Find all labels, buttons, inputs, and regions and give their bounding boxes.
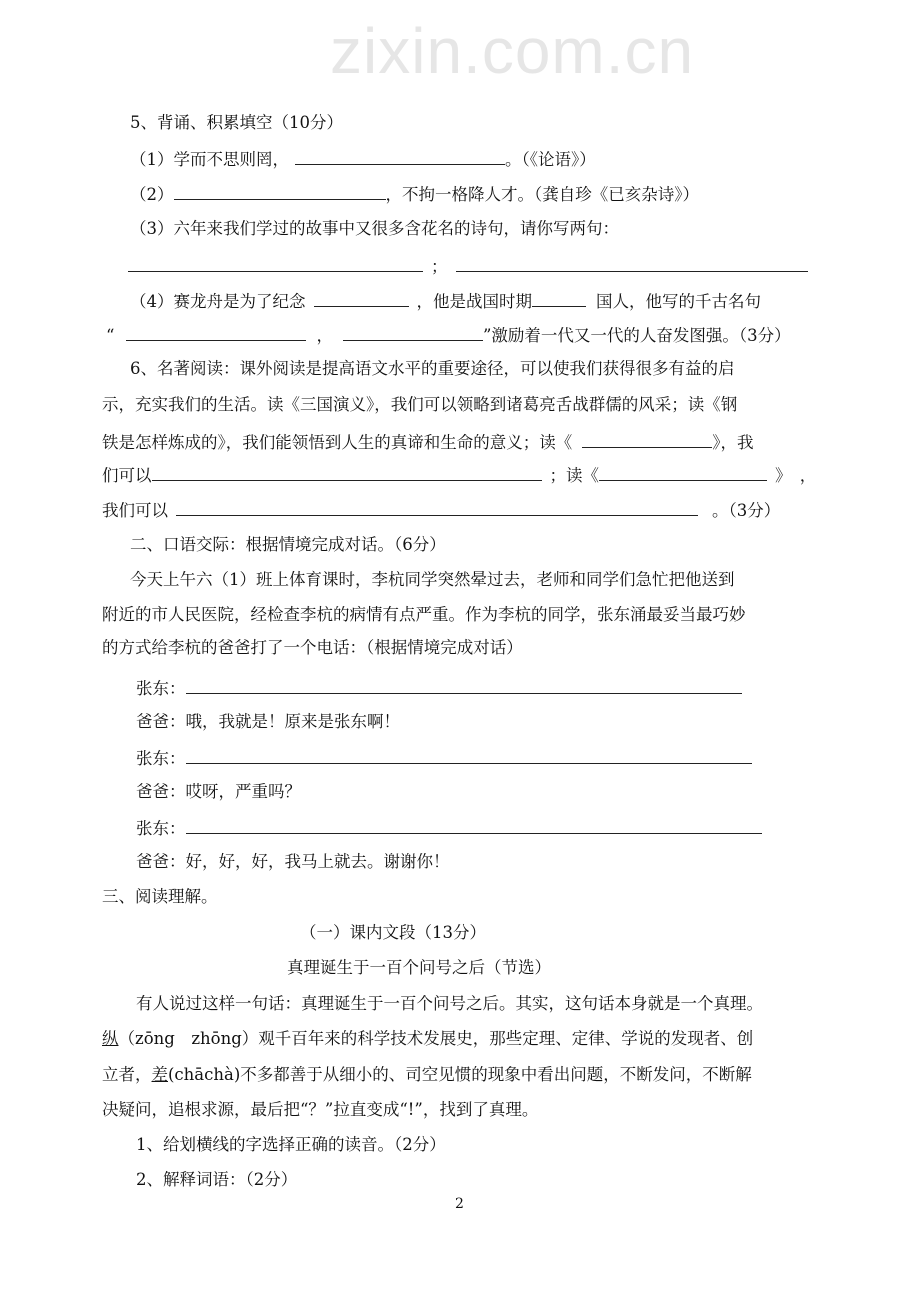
q5-line3: （3）六年来我们学过的故事中又很多含花名的诗句，请你写两句：: [130, 219, 619, 238]
dialog-line: [136, 817, 762, 839]
text: 铁是怎样炼成的》，我们能领悟到人生的真谛和生命的意义；读《: [102, 433, 573, 452]
text: ，他是战国时期: [416, 292, 532, 311]
blank[interactable]: [295, 148, 505, 165]
speaker: 张东：: [136, 819, 186, 838]
dialog-line: 爸爸：哎呀，严重吗？: [136, 782, 301, 801]
question-1: 1、给划横线的字选择正确的读音。（2分）: [136, 1135, 446, 1154]
blank[interactable]: [343, 324, 483, 341]
s3-p3: [102, 1065, 752, 1085]
text: 。（3分）: [712, 501, 781, 520]
text: ；读《: [549, 466, 599, 485]
blank[interactable]: [176, 499, 698, 516]
page-number: 2: [455, 1196, 464, 1212]
blank[interactable]: [314, 290, 409, 307]
text: ；: [431, 257, 448, 276]
q6-p3: [102, 431, 754, 453]
article-title: 真理诞生于一百个问号之后（节选）: [287, 958, 551, 977]
blank[interactable]: [599, 464, 767, 481]
speaker: 张东：: [136, 679, 186, 698]
blank[interactable]: [174, 183, 386, 200]
s2-p2: 附近的市人民医院，经检查李杭的病情有点严重。作为李杭的同学，张东涌最妥当最巧妙: [102, 605, 746, 624]
text: 立者，: [102, 1065, 152, 1084]
q6-p4: [102, 464, 816, 486]
blank[interactable]: [128, 255, 423, 272]
dialog-line: 爸爸：好，好，好，我马上就去。谢谢你！: [136, 852, 450, 871]
q6-p1: 6、名著阅读：课外阅读是提高语文水平的重要途径，可以使我们获得很多有益的启: [130, 359, 735, 378]
text: ，: [316, 326, 333, 345]
blank[interactable]: [186, 677, 742, 694]
dialog-line: 爸爸：哦，我就是！原来是张东啊！: [136, 712, 400, 731]
text: 。（《论语》）: [505, 150, 596, 169]
text: 国人，他写的千古名句: [596, 292, 761, 311]
dialog-line: [136, 677, 742, 699]
text: 》 ，: [775, 466, 817, 485]
blank[interactable]: [456, 255, 808, 272]
blank[interactable]: [532, 290, 586, 307]
speaker: 张东：: [136, 749, 186, 768]
underlined-char: 纵: [102, 1029, 119, 1048]
text: （4）赛龙舟是为了纪念: [130, 292, 306, 311]
text: （zōng zhōng）观千百年来的科学技术发展史，那些定理、定律、学说的发现者、创: [118, 1029, 754, 1048]
subsection-title: （一）课内文段（13分）: [300, 923, 486, 942]
text: （1）学而不思则罔，: [130, 150, 289, 169]
q6-p5: [102, 499, 780, 521]
s2-p3: 的方式给李杭的爸爸打了一个电话：（根据情境完成对话）: [102, 638, 523, 657]
text: ，不拘一格降人才。（龚自珍《已亥杂诗》）: [385, 185, 699, 204]
q5-line3-blanks: [128, 255, 808, 277]
blank[interactable]: [126, 324, 306, 341]
watermark: zixin.com.cn: [330, 15, 695, 87]
s3-p1: 有人说过这样一句话：真理诞生于一百个问号之后。其实，这句话本身就是一个真理。: [136, 994, 763, 1013]
q5-line2: [130, 183, 699, 205]
q5-line1: [130, 148, 596, 170]
text: “: [106, 326, 115, 345]
text: ”激励着一代又一代的人奋发图强。（3分）: [482, 326, 791, 345]
blank[interactable]: [152, 464, 542, 481]
blank[interactable]: [186, 817, 762, 834]
blank[interactable]: [582, 431, 712, 448]
text: 我们可以: [102, 501, 168, 520]
s2-p1: 今天上午六（1）班上体育课时，李杭同学突然晕过去，老师和同学们急忙把他送到: [130, 570, 735, 589]
q6-p2: 示，充实我们的生活。读《三国演义》，我们可以领略到诸葛亮舌战群儒的风采；读《钢: [102, 395, 738, 414]
text: (chāchà)不多都善于从细小的、司空见惯的现象中看出问题，不断发问，不断解: [168, 1065, 752, 1084]
text: 们可以: [102, 466, 152, 485]
blank[interactable]: [186, 747, 752, 764]
question-2: 2、解释词语：（2分）: [136, 1170, 298, 1189]
text: （2）: [130, 185, 174, 204]
underlined-char: 差: [151, 1065, 168, 1084]
section2-title: 二、口语交际：根据情境完成对话。（6分）: [130, 535, 446, 554]
q5-title: 5、背诵、积累填空（10分）: [130, 113, 343, 132]
s3-p2: [102, 1029, 753, 1049]
q5-line5: [106, 324, 791, 346]
dialog-line: [136, 747, 752, 769]
text: 》，我: [712, 433, 754, 452]
section3-title: 三、阅读理解。: [102, 887, 218, 906]
s3-p4: 决疑问，追根求源，最后把“？”拉直变成“!”，找到了真理。: [102, 1100, 539, 1119]
q5-line4: [130, 290, 761, 312]
